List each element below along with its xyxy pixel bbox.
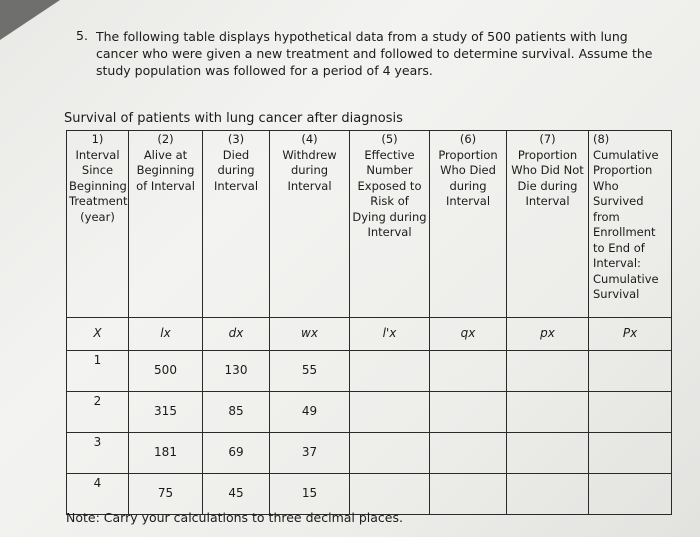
header-cell: 1) Interval Since Beginning Treatment (year) bbox=[67, 131, 129, 318]
died-cell: 69 bbox=[203, 433, 270, 474]
proportion-survived-cell bbox=[507, 392, 589, 433]
cumulative-survival-cell bbox=[589, 474, 672, 515]
header-cell: (4) Withdrew during Interval bbox=[270, 131, 350, 318]
table-row bbox=[67, 433, 672, 474]
header-cell: (5) Effective Number Exposed to Risk of Dying during Interval bbox=[350, 131, 430, 318]
effective-number-cell bbox=[350, 474, 430, 515]
table-row bbox=[67, 474, 672, 515]
effective-number-cell bbox=[350, 433, 430, 474]
table-caption: Survival of patients with lung cancer after diagnosis bbox=[64, 111, 403, 126]
proportion-died-cell bbox=[430, 433, 507, 474]
alive-cell: 75 bbox=[129, 474, 203, 515]
survival-table bbox=[66, 130, 672, 515]
symbol-cell: dx bbox=[203, 318, 270, 351]
effective-number-cell bbox=[350, 351, 430, 392]
symbol-cell: Px bbox=[589, 318, 672, 351]
interval-cell: 2 bbox=[67, 392, 129, 433]
alive-cell: 315 bbox=[129, 392, 203, 433]
died-cell: 130 bbox=[203, 351, 270, 392]
withdrew-cell: 15 bbox=[270, 474, 350, 515]
withdrew-cell: 55 bbox=[270, 351, 350, 392]
cumulative-survival-cell bbox=[589, 351, 672, 392]
symbol-cell: px bbox=[507, 318, 589, 351]
header-cell: (2) Alive at Beginning of Interval bbox=[129, 131, 203, 318]
cumulative-survival-cell bbox=[589, 392, 672, 433]
question-text: The following table displays hypothetical data from a study of 500 patients with lung cancer who were given a new treatment and followed to determine survival. Assume the study population was followed for a period of 4 years. bbox=[96, 29, 653, 78]
effective-number-cell bbox=[350, 392, 430, 433]
page-corner-shadow bbox=[0, 0, 60, 40]
proportion-survived-cell bbox=[507, 474, 589, 515]
interval-cell: 1 bbox=[67, 351, 129, 392]
header-cell: (3) Died during Interval bbox=[203, 131, 270, 318]
proportion-died-cell bbox=[430, 474, 507, 515]
symbol-cell: l'x bbox=[350, 318, 430, 351]
alive-cell: 500 bbox=[129, 351, 203, 392]
header-cell: (6) Proportion Who Died during Interval bbox=[430, 131, 507, 318]
instructions-note: Note: Carry your calculations to three decimal places. bbox=[66, 510, 403, 525]
header-cell: (7) Proportion Who Did Not Die during Interval bbox=[507, 131, 589, 318]
alive-cell: 181 bbox=[129, 433, 203, 474]
symbol-cell: X bbox=[67, 318, 129, 351]
table-row bbox=[67, 392, 672, 433]
cumulative-survival-cell bbox=[589, 433, 672, 474]
withdrew-cell: 37 bbox=[270, 433, 350, 474]
died-cell: 45 bbox=[203, 474, 270, 515]
table-row bbox=[67, 351, 672, 392]
question-number: 5. bbox=[76, 28, 88, 43]
symbol-cell: lx bbox=[129, 318, 203, 351]
died-cell: 85 bbox=[203, 392, 270, 433]
proportion-died-cell bbox=[430, 351, 507, 392]
symbol-cell: wx bbox=[270, 318, 350, 351]
symbol-cell: qx bbox=[430, 318, 507, 351]
interval-cell: 3 bbox=[67, 433, 129, 474]
symbol-row bbox=[67, 318, 672, 351]
proportion-survived-cell bbox=[507, 433, 589, 474]
interval-cell: 4 bbox=[67, 474, 129, 515]
withdrew-cell: 49 bbox=[270, 392, 350, 433]
header-cell: (8) Cumulative Proportion Who Survived from Enrollment to End of Interval: Cumulative Survival bbox=[589, 131, 672, 318]
proportion-survived-cell bbox=[507, 351, 589, 392]
table-header-row bbox=[67, 131, 672, 318]
proportion-died-cell bbox=[430, 392, 507, 433]
